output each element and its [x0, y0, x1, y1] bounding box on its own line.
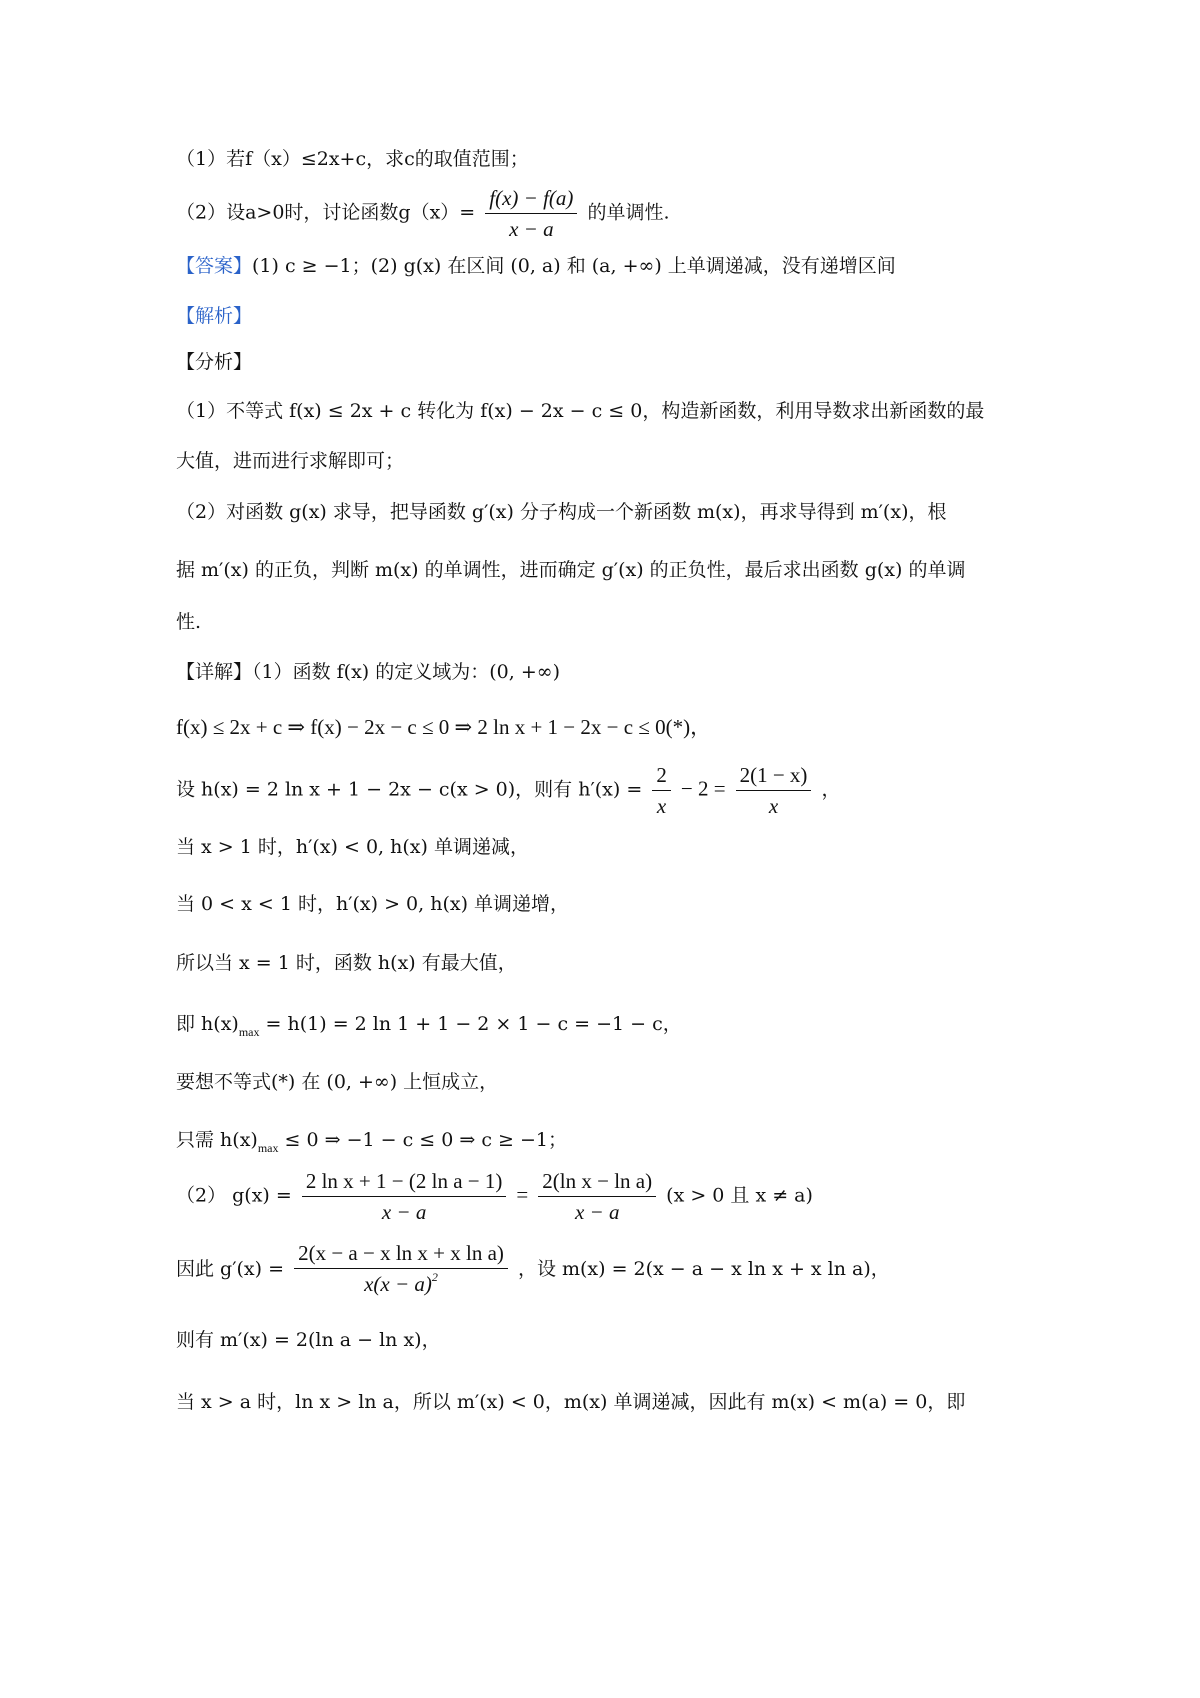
analysis-1b: 大值，进而进行求解即可； — [176, 450, 405, 472]
fraction-denominator: x — [656, 794, 667, 818]
step-9-eq: = — [516, 1182, 529, 1207]
fraction-numerator: 2(ln x − ln a) — [538, 1168, 656, 1197]
fraction-denominator: x − a — [381, 1200, 427, 1224]
fraction-numerator: 2(x − a − x ln x + x ln a) — [294, 1240, 508, 1269]
question-2-prefix: （2）设a>0时，讨论函数g（x）= — [176, 201, 476, 224]
fraction-numerator: 2 — [652, 762, 671, 791]
step-4: 当 0 < x < 1 时，h′(x) > 0, h(x) 单调递增， — [176, 893, 570, 915]
step-10 — [176, 1240, 890, 1300]
step-11: 则有 m′(x) = 2(ln a − ln x)， — [176, 1329, 441, 1351]
analysis-2c: 性. — [176, 611, 202, 633]
step-10-prefix: 因此 g′(x) = — [176, 1258, 285, 1280]
analysis-2a: （2）对函数 g(x) 求导，把导函数 g′(x) 分子构成一个新函数 m(x)，再求导得到 m′(x)，根 — [176, 501, 947, 523]
step-6-b: = h(1) = 2 ln 1 + 1 − 2 × 1 − c = −1 − c， — [259, 1013, 682, 1035]
answer-text: (1) c ≥ −1；(2) g(x) 在区间 (0, a) 和 (a, +∞) 上单调递减，没有递增区间 — [252, 255, 896, 277]
step-8 — [176, 1126, 567, 1156]
step-1: f(x) ≤ 2x + c ⇒ f(x) − 2x − c ≤ 0 ⇒ 2 ln x + 1 − 2x − c ≤ 0(*)， — [176, 715, 712, 739]
fraction-denominator: x − a — [574, 1200, 620, 1224]
step-3: 当 x > 1 时，h′(x) < 0, h(x) 单调递减， — [176, 836, 529, 858]
step-9-prefix: （2） g(x) = — [176, 1184, 292, 1207]
step-6 — [176, 1010, 682, 1040]
jiexi-tag: 【解析】 — [176, 305, 253, 327]
step-8-b: ≤ 0 ⇒ −1 − c ≤ 0 ⇒ c ≥ −1； — [278, 1129, 567, 1151]
max-subscript: max — [257, 1141, 279, 1155]
step-2-prefix: 设 h(x) = 2 ln x + 1 − 2x − c(x > 0)，则有 h′(x) = — [176, 778, 643, 801]
step-2 — [176, 762, 841, 819]
step-2-suffix: ， — [821, 778, 841, 801]
question-2 — [176, 185, 670, 242]
analysis-2b: 据 m′(x) 的正负，判断 m(x) 的单调性，进而确定 g′(x) 的正负性，最后求出函数 g(x) 的单调 — [176, 559, 966, 581]
step-8-a: 只需 h(x) — [176, 1129, 258, 1151]
fraction-numerator: 2 ln x + 1 − (2 ln a − 1) — [302, 1168, 507, 1197]
fraction-numerator: f(x) − f(a) — [485, 185, 577, 214]
step-10-fraction — [294, 1240, 508, 1300]
fraction-denominator: x − a — [509, 217, 554, 241]
detail-line — [176, 658, 560, 686]
denominator-base: x(x − a) — [364, 1272, 432, 1296]
detail-1: （1）函数 f(x) 的定义域为：(0, +∞) — [252, 661, 560, 683]
step-9-fraction-1 — [302, 1168, 507, 1225]
denominator-exponent: 2 — [431, 1270, 438, 1284]
step-9-fraction-2 — [538, 1168, 656, 1225]
step-2-fraction-1 — [652, 762, 671, 819]
step-9 — [176, 1168, 813, 1225]
step-7: 要想不等式(*) 在 (0, +∞) 上恒成立， — [176, 1071, 499, 1093]
max-subscript: max — [238, 1025, 260, 1039]
question-2-suffix: 的单调性. — [587, 201, 670, 224]
fraction-numerator: 2(1 − x) — [736, 762, 812, 791]
step-10-suffix: ，设 m(x) = 2(x − a − x ln x + x ln a)， — [517, 1258, 890, 1280]
question-2-fraction — [485, 185, 577, 242]
fraction-denominator: x — [768, 794, 779, 818]
detail-tag: 【详解】 — [176, 661, 253, 683]
fraction-denominator — [294, 1269, 508, 1300]
analysis-1a: （1）不等式 f(x) ≤ 2x + c 转化为 f(x) − 2x − c ≤ 0，构造新函数，利用导数求出新函数的最 — [176, 400, 985, 422]
step-9-suffix: (x > 0 且 x ≠ a) — [666, 1184, 813, 1207]
answer-line — [176, 252, 896, 280]
step-6-a: 即 h(x) — [176, 1013, 239, 1035]
step-2-mid: − 2 = — [680, 776, 726, 801]
answer-tag: 【答案】 — [176, 255, 253, 277]
question-1: （1）若f（x）≤2x+c，求c的取值范围； — [176, 148, 529, 170]
step-5: 所以当 x = 1 时，函数 h(x) 有最大值， — [176, 952, 517, 974]
step-12: 当 x > a 时，ln x > ln a，所以 m′(x) < 0，m(x) 单调递减，因此有 m(x) < m(a) = 0，即 — [176, 1391, 966, 1413]
fenxi-tag: 【分析】 — [176, 351, 253, 373]
step-2-fraction-2 — [736, 762, 812, 819]
